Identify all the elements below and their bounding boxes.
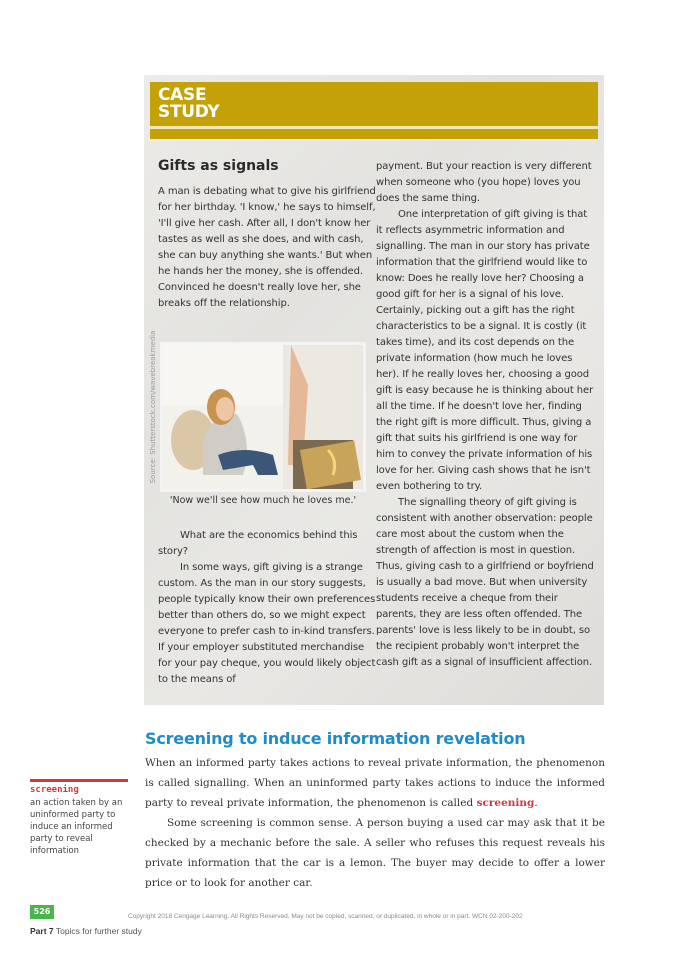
copyright-notice: Copyright 2018 Cengage Learning. All Rights Reserved. May not be copied, scanned, or duplicated, in whole or in part. WCN 02-200-202 (128, 913, 523, 920)
case-study-banner (150, 82, 598, 139)
part-number: Part 7 (30, 926, 54, 936)
part-label (30, 926, 142, 936)
section-body (145, 753, 605, 893)
case-study-right-column (376, 159, 594, 671)
key-term-screening: screening (476, 797, 535, 809)
paragraph-text: When an informed party takes actions to reveal private information, the phenomenon is called signalling. When an uninformed party takes actions to induce the informed party to reveal private information, the phenomenon is called (145, 757, 605, 809)
paragraph: In some ways, gift giving is a strange custom. As the man in our story suggests, people typically know their own preferences better than others do, so we might expect everyone to prefer cash to in-kind transfers. If your employer substituted merchandise for your pay cheque, you would likely object to the means of (158, 562, 376, 685)
paragraph-text: . (534, 797, 538, 809)
paragraph (145, 753, 605, 813)
case-study-photo (160, 342, 366, 492)
margin-note-rule (30, 779, 128, 782)
banner-stripe (150, 126, 598, 129)
part-title: Topics for further study (55, 926, 142, 936)
photo-credit (146, 325, 158, 495)
case-study-label (158, 87, 219, 121)
photo-credit-text: Source: Shutterstock.com/wavebreakmedia (149, 330, 157, 484)
paragraph: What are the economics behind this story? (158, 530, 358, 557)
case-study-left-column-top (158, 184, 376, 312)
paragraph: Some screening is common sense. A person buying a used car may ask that it be checked by a mechanic before the sale. A seller who refuses this request reveals his private information that the car is a lemon. The buyer may decide to offer a lower price or to look for another car. (145, 817, 605, 889)
case-study-box (144, 75, 604, 705)
section-title: Screening to induce information revelation (145, 729, 526, 748)
photo-caption: 'Now we'll see how much he loves me.' (169, 495, 357, 506)
paragraph: A man is debating what to give his girlfriend for her birthday. 'I know,' he says to himself, 'I'll give her cash. After all, I don't know her tastes as well as she does, and with cash, she can buy anything she wants.' But when he hands her the money, she is offended. Convinced he doesn't really love her, she breaks off the relationship. (158, 186, 376, 309)
photo-illustration-icon (163, 345, 363, 489)
banner-line-2: STUDY (158, 102, 220, 122)
margin-note-definition: an action taken by an uninformed party to induce an informed party to reveal information (30, 798, 123, 856)
page-number: 526 (30, 905, 54, 919)
paragraph: One interpretation of gift giving is that it reflects asymmetric information and signalling. The man in our story has private information that the girlfriend would like to know: Does he really love her? Choosing a good gift for her is a signal of his love. Certainly, picking out a gift has the right characteristics to be a signal. It is costly (it takes time), and its cost depends on the private information (how much he loves her). If he really loves her, choosing a good gift is easy because he is thinking about her all the time. If he doesn't love her, finding the right gift is more difficult. Thus, giving a gift that suits his girlfriend is one way for him to convey the private information of his love for her. Giving cash shows that he isn't even bothering to try. (376, 209, 594, 492)
case-study-left-column-bottom (158, 528, 376, 688)
case-study-heading: Gifts as signals (158, 158, 279, 174)
banner-line-1: CASE (158, 85, 207, 105)
paragraph: payment. But your reaction is very different when someone who (you hope) loves you does the same thing. (376, 161, 592, 204)
margin-note-term: screening (30, 785, 79, 795)
paragraph: The signalling theory of gift giving is consistent with another observation: people care most about the custom when the strength of affection is most in question. Thus, giving cash to a girlfriend or boyfriend is usually a bad move. But when university students receive a cheque from their parents, they are less often offended. The parents' love is less likely to be in doubt, so the recipient probably won't interpret the cash gift as a signal of insufficient affection. (376, 497, 594, 668)
